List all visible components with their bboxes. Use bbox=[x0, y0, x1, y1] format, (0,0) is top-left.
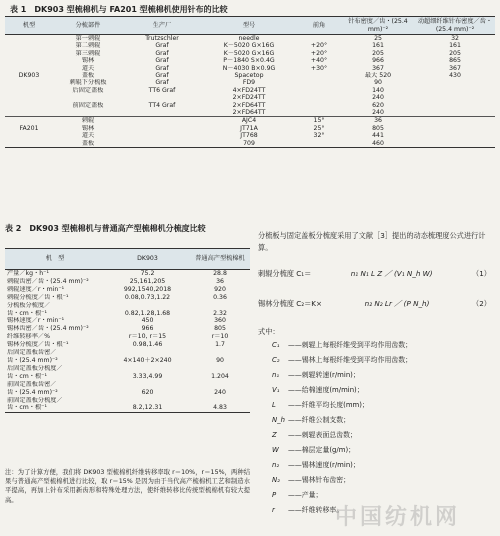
table1-header-density: 针布密度／齿・(25.4 mm)⁻² bbox=[341, 17, 415, 35]
table1-cell bbox=[5, 117, 53, 125]
table1-row bbox=[5, 72, 495, 79]
table2-cell bbox=[190, 397, 250, 405]
table2-cell: 刺辊分梳度／齿・根⁻¹ bbox=[7, 293, 69, 301]
definition-item bbox=[258, 353, 495, 368]
definition-symbol: N_h bbox=[272, 416, 285, 424]
table1-cell bbox=[5, 102, 53, 109]
definition-symbol: P bbox=[272, 491, 277, 499]
table1-cell: Trutzschler bbox=[123, 35, 201, 43]
definition-text: ——纤维平均长度(mm)； bbox=[288, 401, 369, 409]
table1-cell: 锡林 bbox=[81, 57, 95, 65]
table2-cell: 4×140＋2×240 bbox=[123, 356, 172, 364]
table2-row bbox=[5, 341, 250, 349]
table1-cell bbox=[123, 132, 201, 139]
table1-cell: P－1840 S×0.4G bbox=[223, 57, 275, 65]
table1-cell: 161 bbox=[372, 42, 384, 50]
table2-cell bbox=[105, 365, 190, 373]
table1-cell bbox=[5, 94, 53, 101]
table2-cell bbox=[105, 302, 190, 310]
table1-cell: 盖板 bbox=[81, 72, 95, 80]
table2-cell: 8.2,12.31 bbox=[132, 404, 163, 412]
table2-cell: 齿・cm・根⁻¹ bbox=[7, 372, 47, 380]
table2-row bbox=[5, 294, 250, 302]
table2-cell: 0.98,1.46 bbox=[132, 341, 163, 349]
table2-cell: 28.8 bbox=[213, 270, 227, 277]
table2-row bbox=[5, 286, 250, 294]
table1-cell: 161 bbox=[449, 42, 461, 50]
table1-cell: 32° bbox=[313, 132, 325, 140]
table1-row bbox=[5, 109, 495, 117]
table1-cell bbox=[5, 140, 53, 148]
table2-cell: 75.2 bbox=[140, 270, 155, 277]
table1-row bbox=[5, 125, 495, 132]
table1-cell bbox=[415, 132, 495, 139]
table1-cell: 第三刺辊 bbox=[75, 49, 101, 57]
table2-cell bbox=[105, 397, 190, 405]
table1-cell: 道夫 bbox=[81, 132, 95, 140]
definition-text: ——锡林上每根纤维受到平均作用齿数； bbox=[288, 356, 413, 364]
table1-caption: 表 1 DK903 型梳棉机与 FA201 型梳棉机使用针布的比较 bbox=[10, 5, 228, 14]
table1-row bbox=[5, 65, 495, 72]
table1-cell: 367 bbox=[449, 64, 461, 72]
table2-cell bbox=[190, 349, 250, 357]
definition-symbol: N₂ bbox=[272, 476, 280, 484]
table2-cell: 纤维转移率／% bbox=[7, 333, 51, 341]
table1-cell: 第二刺辊 bbox=[75, 42, 101, 50]
table2-body bbox=[5, 270, 250, 413]
table1-row bbox=[5, 42, 495, 49]
definition-item bbox=[258, 413, 495, 428]
table1-header-angle: 前角 bbox=[297, 17, 341, 35]
table1-cell: AJC4 bbox=[201, 117, 297, 125]
table2-cell bbox=[190, 302, 250, 310]
table1-cell: Graf bbox=[155, 64, 169, 72]
definition-symbol: L bbox=[272, 401, 276, 409]
table1-cell: TT6 Graf bbox=[148, 86, 176, 94]
table2-row bbox=[5, 270, 250, 278]
table1-cell: 140 bbox=[372, 86, 384, 94]
table2-header-model: 机 型 bbox=[5, 249, 105, 270]
definition-symbol: C₁ bbox=[272, 341, 280, 349]
table2-cell: 992,1540,2018 bbox=[123, 285, 172, 293]
definition-text: ——纤维公制支数； bbox=[288, 416, 351, 424]
table1-cell bbox=[415, 79, 495, 86]
table1-cell bbox=[5, 132, 53, 139]
table1-cell: 2×FD64TT bbox=[232, 109, 266, 117]
table1-row bbox=[5, 87, 495, 94]
table1-cell bbox=[53, 109, 123, 117]
definition-text: ——产量； bbox=[288, 491, 323, 499]
table1-cell bbox=[297, 94, 341, 101]
table1-cell: 966 bbox=[372, 57, 384, 65]
definition-symbol: r bbox=[272, 506, 275, 514]
table1-cell bbox=[5, 87, 53, 94]
table1-cell: 锡林 bbox=[81, 124, 95, 132]
table1-cell: 2×FD64TT bbox=[232, 101, 266, 109]
definition-text: ——刺辊转速(r/min)； bbox=[288, 371, 360, 379]
table1-cell bbox=[53, 94, 123, 101]
table1-cell: 后固定盖板 bbox=[72, 86, 104, 94]
needle-clothing-table bbox=[5, 16, 495, 148]
formula-1-number: （1） bbox=[472, 269, 491, 278]
table2-cell bbox=[190, 381, 250, 389]
table1-cell: Spacetop bbox=[234, 72, 264, 80]
table2-cell: 2.32 bbox=[213, 309, 227, 317]
table2-cell: 805 bbox=[214, 325, 226, 333]
table1-cell bbox=[415, 109, 495, 117]
table1-cell: 32 bbox=[415, 35, 495, 43]
table2-cell: 齿・(25.4 mm)⁻² bbox=[7, 388, 58, 396]
table2-cell: 0.36 bbox=[213, 293, 227, 301]
table1-cell bbox=[415, 117, 495, 125]
table2-cell: 1.7 bbox=[215, 341, 225, 349]
table1-cell bbox=[297, 35, 341, 43]
table2-note: 注：为了计算方便，我们将 DK903 型梳棉机纤维转移率取 r＝10%，r＝15%，两种结果与普通高产型梳棉机进行比较，取 r＝15% 是因为由于当代高产梳棉机工艺和制造水平提高，再加上针布采用新齿形和特殊处理方法，使纤维转移比传统型梳棉机有较大提高。 bbox=[5, 469, 250, 504]
table1-cell bbox=[5, 109, 53, 117]
table2-row bbox=[5, 317, 250, 325]
table1-cell: K－5020 G×16G bbox=[223, 49, 275, 57]
table2-row bbox=[5, 302, 250, 310]
table1-header-fine-density: 动超细纤维针布密度／齿・(25.4 mm)⁻² bbox=[415, 17, 495, 35]
table1-cell: +20° bbox=[310, 49, 328, 57]
table1-cell bbox=[297, 72, 341, 79]
table1-cell: JT71A bbox=[240, 124, 258, 132]
table2-cell: 36 bbox=[216, 277, 224, 285]
table1-cell: FD9 bbox=[242, 79, 256, 87]
formula-2-rhs: n₂ N₂ Lr ／ (P N_h) bbox=[364, 299, 430, 308]
table2-cell: r＝10 bbox=[211, 333, 229, 341]
table1-cell bbox=[297, 79, 341, 86]
definition-text: ——锡林速度(r/min)； bbox=[288, 461, 360, 469]
table1-row bbox=[5, 117, 495, 125]
table2-cell: 锡林速度／r・min⁻¹ bbox=[7, 317, 65, 325]
table2-cell bbox=[190, 365, 250, 373]
table2-cell: 后固定盖板分梳度／ bbox=[7, 364, 63, 372]
carding-degree-table bbox=[5, 248, 250, 413]
definition-item bbox=[258, 368, 495, 383]
table2-row bbox=[5, 397, 250, 405]
table1-header-row bbox=[5, 17, 495, 35]
table2-cell: 产量／kg・h⁻¹ bbox=[7, 270, 49, 277]
table2-cell: 锡林分梳度／齿・根⁻¹ bbox=[7, 341, 69, 349]
table1-cell: 367 bbox=[372, 64, 384, 72]
table1-cell bbox=[415, 140, 495, 148]
definition-text: ——棉层定量(g/m)； bbox=[288, 446, 356, 454]
table2-header-ordinary: 普通高产型梳棉机 bbox=[190, 249, 250, 270]
table1-cell: N－4030 B×0.9G bbox=[222, 64, 276, 72]
table2-row bbox=[5, 333, 250, 341]
table2-row bbox=[5, 389, 250, 397]
table2-cell: 后固定盖板齿密／ bbox=[7, 349, 57, 357]
table1-cell: 205 bbox=[449, 49, 461, 57]
table1-cell bbox=[415, 87, 495, 94]
table1-row bbox=[5, 102, 495, 109]
table1-cell: 25° bbox=[313, 124, 325, 132]
table1-cell: 刺辊下分梳板 bbox=[69, 79, 107, 87]
table2-cell: 920 bbox=[214, 285, 226, 293]
definition-symbol: V₁ bbox=[272, 386, 280, 394]
table1-cell bbox=[5, 35, 53, 43]
table1-cell: 前固定盖板 bbox=[72, 101, 104, 109]
table1-cell bbox=[5, 79, 53, 86]
table1-cell: 430 bbox=[449, 72, 461, 80]
table1-row bbox=[5, 132, 495, 139]
table1-cell: Graf bbox=[155, 57, 169, 65]
table2-row bbox=[5, 381, 250, 389]
definition-symbol: n₂ bbox=[272, 461, 280, 469]
table1-cell: 240 bbox=[372, 94, 384, 102]
table1-cell: 盖板 bbox=[81, 139, 95, 147]
table1-row bbox=[5, 94, 495, 101]
table1-cell: 240 bbox=[372, 109, 384, 117]
table1-cell bbox=[415, 102, 495, 109]
table1-cell bbox=[123, 140, 201, 148]
table1-row bbox=[5, 50, 495, 57]
table2-cell: 0.08,0.73,1.22 bbox=[124, 293, 171, 301]
formula-2-lhs: 锡林分梳度 C₂＝K× bbox=[258, 299, 323, 308]
table1-cell: JT768 bbox=[240, 132, 258, 140]
table1-cell: +20° bbox=[310, 42, 328, 50]
table1-cell bbox=[5, 42, 53, 49]
table1-cell: 90 bbox=[374, 79, 382, 87]
formula-1-rhs: n₁ N₁ L Z ／ (V₁ N_h W) bbox=[350, 269, 433, 278]
table1-header-part: 分梳部件 bbox=[53, 17, 123, 35]
table2-cell: 90 bbox=[216, 356, 224, 364]
table2-cell: 齿・cm・根⁻¹ bbox=[7, 309, 47, 317]
definition-symbol: C₂ bbox=[272, 356, 280, 364]
table2-cell: 1.204 bbox=[211, 372, 229, 380]
table1-cell: Graf bbox=[155, 79, 169, 87]
definitions-title: 式中： bbox=[258, 327, 280, 336]
table1-cell: Graf bbox=[155, 42, 169, 50]
table1-cell: 道夫 bbox=[81, 64, 95, 72]
table2-cell: 前固定盖板齿密／ bbox=[7, 380, 57, 388]
table1-cell: needle bbox=[201, 35, 297, 43]
table1-cell: 15° bbox=[297, 117, 341, 125]
table2-caption: 表 2 DK903 型梳棉机与普通高产型梳棉机分梳度比较 bbox=[5, 224, 206, 233]
definition-item bbox=[258, 338, 495, 353]
definition-item bbox=[258, 443, 495, 458]
table1-cell bbox=[297, 102, 341, 109]
formula-1-lhs: 刺辊分梳度 C₁＝ bbox=[258, 269, 312, 278]
definition-item bbox=[258, 428, 495, 443]
table2-cell: 前固定盖板分梳度／ bbox=[7, 396, 63, 404]
table1-cell: 441 bbox=[372, 132, 384, 140]
table2-cell bbox=[105, 381, 190, 389]
table2-cell: 分梳板分梳度／ bbox=[7, 301, 51, 309]
table2-cell: r＝10, r＝15 bbox=[128, 333, 167, 341]
table2-cell: 齿・(25.4 mm)⁻² bbox=[7, 356, 58, 364]
table2-row bbox=[5, 310, 250, 318]
table2-cell: 刺辊齿密／齿・(25.4 mm)⁻² bbox=[7, 277, 89, 285]
definition-text: ——锡林针布齿密； bbox=[288, 476, 351, 484]
table2-header-row bbox=[5, 249, 250, 270]
table2-cell: 620 bbox=[141, 388, 154, 396]
table1-row bbox=[5, 35, 495, 43]
table1-cell: 205 bbox=[372, 49, 384, 57]
watermark: 中国纺机网 bbox=[335, 505, 461, 530]
table1-row bbox=[5, 140, 495, 148]
table2-cell: 0.82,1.28,1.68 bbox=[124, 309, 171, 317]
table2-row bbox=[5, 373, 250, 381]
definition-text: ——给棉速度(m/min)； bbox=[288, 386, 364, 394]
intro-paragraph: 分梳板与固定盖板分梳度采用了文献［3］提出的动态梳理度公式进行计算。 bbox=[258, 231, 486, 252]
table1-cell: Graf bbox=[155, 72, 169, 80]
table2-row bbox=[5, 357, 250, 365]
definition-symbol: W bbox=[272, 446, 279, 454]
table1-cell: +40° bbox=[310, 57, 328, 65]
table2-row bbox=[5, 278, 250, 286]
table1-cell: K－5020 G×16G bbox=[223, 42, 275, 50]
table1-cell: +30° bbox=[310, 64, 328, 72]
formula-section bbox=[258, 230, 495, 518]
table1-cell: FA201 bbox=[19, 124, 39, 132]
table1-cell: 25 bbox=[341, 35, 415, 43]
table2-header-dk903: DK903 bbox=[105, 249, 190, 270]
table1-cell: 4×FD24TT bbox=[232, 86, 266, 94]
definition-symbol: Z bbox=[272, 431, 277, 439]
table1-cell: 第一刺辊 bbox=[53, 35, 123, 43]
table2-cell: 360 bbox=[214, 317, 226, 325]
table2-cell: 450 bbox=[141, 317, 154, 325]
table1-cell: 805 bbox=[372, 124, 384, 132]
definition-symbol: n₁ bbox=[272, 371, 280, 379]
table2-cell bbox=[105, 349, 190, 357]
definition-item bbox=[258, 473, 495, 488]
table2-row bbox=[5, 325, 250, 333]
table1-cell bbox=[415, 94, 495, 101]
formula-1 bbox=[258, 264, 495, 284]
table2-cell: 966 bbox=[141, 325, 154, 333]
table2-row bbox=[5, 365, 250, 373]
definition-text: ——刺辊表面总齿数； bbox=[288, 431, 357, 439]
definition-text: ——刺辊上每根纤维受到平均作用齿数； bbox=[288, 341, 413, 349]
table1-row bbox=[5, 79, 495, 86]
table1-cell bbox=[5, 57, 53, 64]
table1-cell bbox=[5, 65, 53, 72]
table1-cell bbox=[123, 94, 201, 101]
table1-header-type: 型号 bbox=[201, 17, 297, 35]
table2-cell: 25,161,205 bbox=[129, 277, 166, 285]
table1-cell: 36 bbox=[341, 117, 415, 125]
table2-cell: 4.83 bbox=[213, 404, 227, 412]
table2-cell: 3.33,4.99 bbox=[132, 372, 163, 380]
table1-cell bbox=[123, 109, 201, 117]
table2-cell: 齿・cm・根⁻¹ bbox=[7, 404, 47, 412]
definition-item bbox=[258, 383, 495, 398]
table1-cell: TT4 Graf bbox=[148, 101, 176, 109]
definition-text: ——纤维转移率。 bbox=[288, 506, 344, 514]
table2-cell: 240 bbox=[214, 388, 226, 396]
table1-cell bbox=[5, 50, 53, 57]
table2-cell: 锡林齿密／齿・(25.4 mm)⁻² bbox=[7, 325, 89, 333]
table1-row bbox=[5, 57, 495, 64]
table2-row bbox=[5, 404, 250, 412]
table1-cell bbox=[297, 87, 341, 94]
table2-row bbox=[5, 349, 250, 357]
table1-cell bbox=[415, 125, 495, 132]
table1-cell: 865 bbox=[449, 57, 461, 65]
formula-2 bbox=[258, 294, 495, 314]
definitions-list bbox=[258, 338, 495, 518]
table1-cell: 460 bbox=[372, 139, 384, 147]
table1-cell: Graf bbox=[155, 49, 169, 57]
table1-cell: 620 bbox=[372, 101, 384, 109]
table1-cell: 709 bbox=[243, 139, 255, 147]
table1-cell: 2×FD24TT bbox=[232, 94, 266, 102]
table1-cell bbox=[297, 140, 341, 148]
table1-cell bbox=[123, 125, 201, 132]
table2-cell: 刺辊速度／r・min⁻¹ bbox=[7, 285, 65, 293]
table1-cell bbox=[297, 109, 341, 117]
table1-body bbox=[5, 35, 495, 148]
definition-item bbox=[258, 458, 495, 473]
table1-cell: 最大 520 bbox=[364, 72, 392, 80]
table1-header-maker: 生产厂 bbox=[123, 17, 201, 35]
definition-item bbox=[258, 398, 495, 413]
table1-cell: 刺辊 bbox=[53, 117, 123, 125]
table1-header-model: 机型 bbox=[5, 17, 53, 35]
formula-2-number: （2） bbox=[472, 299, 491, 308]
table1-cell bbox=[123, 117, 201, 125]
table1-cell: DK903 bbox=[18, 72, 40, 80]
